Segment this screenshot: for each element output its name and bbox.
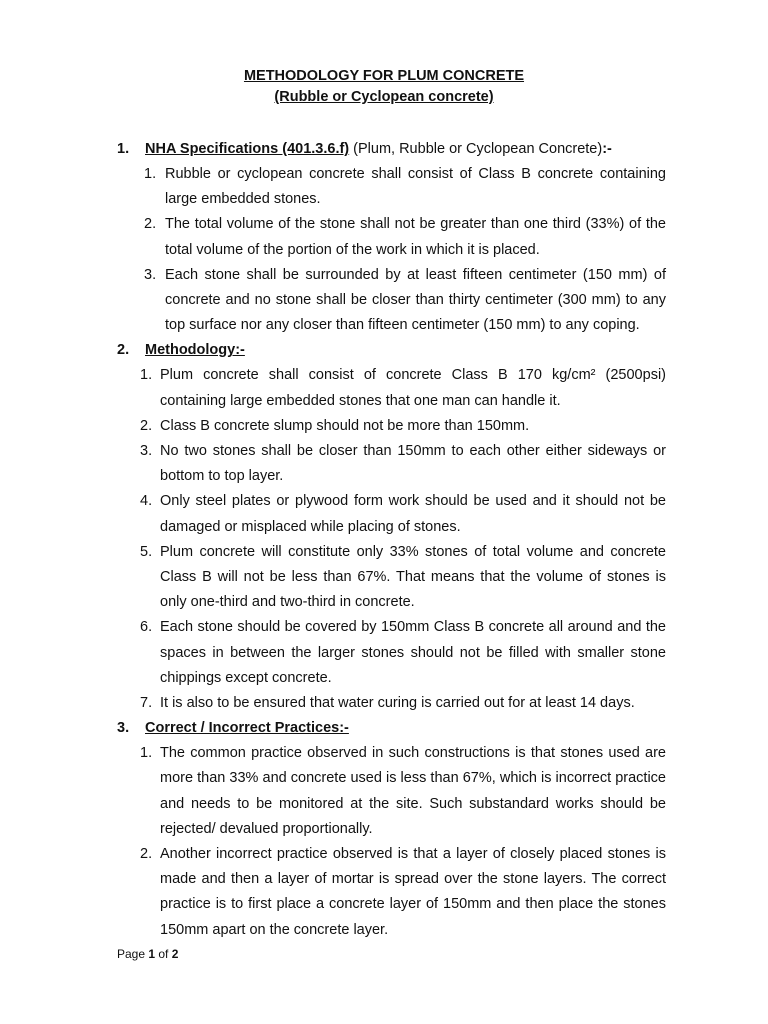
item-text: Rubble or cyclopean concrete shall consist of Class B concrete containing large embedded stones. <box>165 166 666 208</box>
section-items <box>0 363 768 716</box>
item-text: The total volume of the stone shall not be greater than one third (33%) of the total volume of the portion of the work in which it is placed. <box>165 216 666 258</box>
section-heading <box>0 716 768 741</box>
of-label: of <box>155 947 172 961</box>
section-heading <box>0 137 768 162</box>
section-title-tail: :- <box>602 141 612 157</box>
item-number: 2. <box>140 417 153 434</box>
section-heading <box>0 338 768 363</box>
list-item <box>0 691 768 716</box>
list-item <box>0 439 768 489</box>
item-text: Plum concrete shall consist of concrete Class B 170 kg/cm² (2500psi) containing large embedded stones that one man can handle it. <box>160 367 666 409</box>
section-nha-specifications <box>0 137 768 338</box>
section-title-line <box>145 338 245 363</box>
list-item <box>0 263 768 339</box>
document-body <box>0 137 768 943</box>
page-current: 1 <box>148 947 156 961</box>
list-item <box>0 741 768 842</box>
list-item <box>0 414 768 439</box>
section-number: 3. <box>117 720 130 737</box>
document-title: METHODOLOGY FOR PLUM CONCRETE <box>243 68 525 84</box>
title-block <box>0 66 768 108</box>
list-item <box>0 540 768 616</box>
list-item <box>0 615 768 691</box>
section-title: Methodology:- <box>145 342 245 359</box>
item-text: Each stone shall be surrounded by at least fifteen centimeter (150 mm) of concrete and no stone shall be closer than thirty centimeter (300 mm) to any top surface nor any closer than fifteen centimeter (150 mm) to any coping. <box>165 266 666 334</box>
section-number: 2. <box>117 342 130 359</box>
item-number: 3. <box>144 266 157 283</box>
item-number: 5. <box>140 543 153 560</box>
item-number: 4. <box>140 493 153 510</box>
item-number: 2. <box>140 846 153 863</box>
list-item <box>0 489 768 539</box>
item-text: The common practice observed in such constructions is that stones used are more than 33% and concrete used is less than 67%, which is incorrect practice and needs to be monitored at the site. Such substandard works should be rejected/ devalued proportionally. <box>160 745 666 837</box>
item-text: No two stones shall be closer than 150mm to each other either sideways or bottom to top layer. <box>160 443 666 485</box>
section-methodology <box>0 338 768 716</box>
item-number: 1. <box>140 367 153 384</box>
item-text: Plum concrete will constitute only 33% stones of total volume and concrete Class B will not be less than 67%. That means that the volume of stones is only one-third and two-third in concrete. <box>160 543 666 611</box>
list-item <box>0 212 768 262</box>
page-total: 2 <box>171 947 179 961</box>
item-number: 3. <box>140 443 153 460</box>
list-item <box>0 363 768 413</box>
list-item <box>0 162 768 212</box>
section-title: NHA Specifications (401.3.6.f) <box>145 141 350 157</box>
section-title-line <box>145 137 612 162</box>
item-text: Class B concrete slump should not be more than 150mm. <box>160 417 530 434</box>
item-number: 2. <box>144 216 157 233</box>
section-title-line <box>145 716 349 741</box>
page-footer <box>117 946 178 962</box>
document-subtitle: (Rubble or Cyclopean concrete) <box>274 89 494 105</box>
page-label: Page <box>117 947 149 961</box>
section-items <box>0 741 768 943</box>
item-text: Only steel plates or plywood form work should be used and it should not be damaged or misplaced while placing of stones. <box>160 493 666 535</box>
item-text: Each stone should be covered by 150mm Class B concrete all around and the spaces in between the larger stones should not be filled with smaller stone chippings except concrete. <box>160 619 666 686</box>
item-number: 1. <box>140 745 153 762</box>
item-text: Another incorrect practice observed is that a layer of closely placed stones is made and then a layer of mortar is spread over the stone layers. The correct practice is to first place a concrete layer of 150mm and then place the stones 150mm apart on the concrete layer. <box>160 846 666 938</box>
item-text: It is also to be ensured that water curing is carried out for at least 14 days. <box>160 695 635 712</box>
section-number: 1. <box>117 141 130 157</box>
section-title: Correct / Incorrect Practices:- <box>145 720 349 737</box>
list-item <box>0 842 768 943</box>
section-practices <box>0 716 768 943</box>
section-items <box>0 162 768 338</box>
item-number: 6. <box>140 619 153 636</box>
section-title-suffix: (Plum, Rubble or Cyclopean Concrete) <box>349 141 603 157</box>
item-number: 1. <box>144 166 157 182</box>
item-number: 7. <box>140 695 153 712</box>
